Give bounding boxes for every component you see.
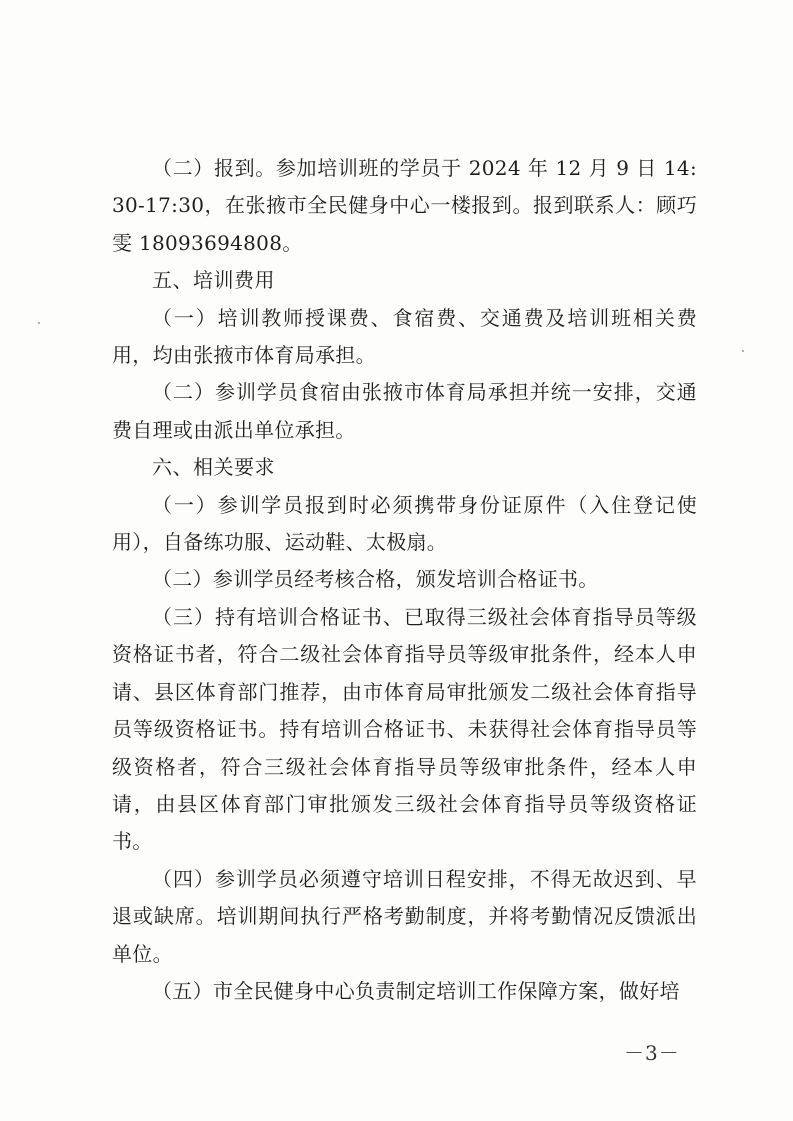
scan-speck [38, 322, 40, 324]
paragraph-requirement-4: （四）参训学员必须遵守培训日程安排，不得无故迟到、早退或缺席。培训期间执行严格考勤制度，并将考勤情况反馈派出单位。 [112, 866, 697, 966]
paragraph-requirement-1: （一）参训学员报到时必须携带身份证原件（入住登记使用），自备练功服、运动鞋、太极扇。 [112, 492, 697, 555]
scan-speck [742, 350, 744, 352]
paragraph-fees-1: （一）培训教师授课费、食宿费、交通费及培训班相关费用，均由张掖市体育局承担。 [112, 305, 697, 368]
paragraph-fees-2: （二）参训学员食宿由张掖市体育局承担并统一安排，交通费自理或由派出单位承担。 [112, 380, 697, 442]
heading-training-fees: 五、培训费用 [152, 268, 275, 293]
paragraph-requirement-2: （二）参训学员经考核合格，颁发培训合格证书。 [152, 567, 599, 592]
heading-requirements: 六、相关要求 [152, 455, 275, 480]
paragraph-requirement-5: （五）市全民健身中心负责制定培训工作保障方案，做好培 [152, 978, 680, 1003]
paragraph-registration: （二）报到。参加培训班的学员于 2024 年 12 月 9 日 14:30-17:30，在张掖市全民健身中心一楼报到。报到联系人：顾巧雯 18093694808。 [112, 156, 697, 255]
paragraph-requirement-3: （三）持有培训合格证书、已取得三级社会体育指导员等级资格证书者，符合二级社会体育指导员等级审批条件，经本人申请、县区体育部门推荐，由市体育局审批颁发二级社会体育指导员等级资格证书。持有培训合格证书、未获得社会体育指导员等级资格者，符合三级社会体育指导员等级审批条件，经本人申请，由县区体育部门审批颁发三级社会体育指导员等级资格证书。 [112, 604, 697, 854]
document-body [112, 150, 697, 1010]
page-number: －3－ [624, 1041, 680, 1065]
